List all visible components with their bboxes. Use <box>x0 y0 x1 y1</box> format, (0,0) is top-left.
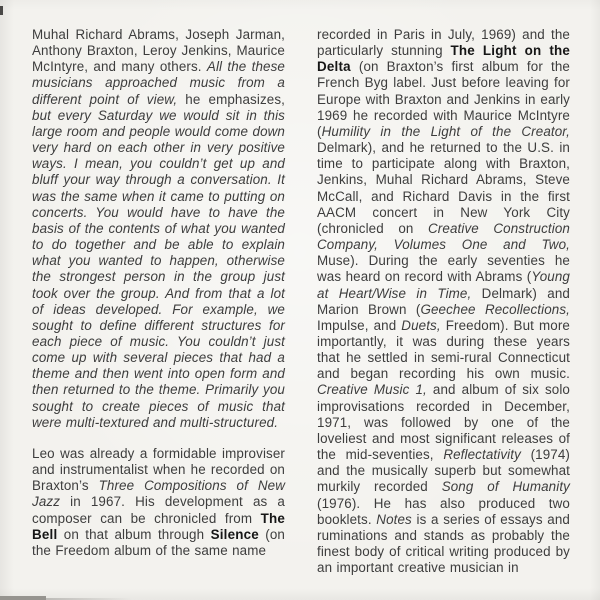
italic-text-run: Humility in the Light of the Creator, <box>321 123 570 139</box>
italic-text-run: but every Saturday we would sit in this large room and people would come down very hard on each other in very positive ways. I mean, you couldn’t get up and bluff your way through a conversation. It was the same when it came to putting on concerts. You would have to have the basis of the contents of what you wanted to do together and be able to explain what you wanted to happen, otherwise the strongest person in the group just took over the group. And from that a lot of ideas developed. For example, we sought to define different structures for each piece of music. You couldn’t just come up with several pieces that had a theme and then went into open form and then returned to the theme. Primarily you sought to create pieces of music that were multi-textured and multi-structured. <box>32 107 285 430</box>
text-run: (on the Freedom album of the same name <box>32 526 285 558</box>
text-run: (1974) and the musically superb but somewhat murkily recorded <box>317 447 570 495</box>
bold-title-run: The Light on the Delta <box>317 43 570 75</box>
text-run: he emphasizes, <box>177 91 285 107</box>
text-run: Delmark), and he returned to the U.S. in time to participate along with Braxton, Jenkins, Muhal Richard Abrams, Steve McCall, and Richard Davis in the first AACM concert in New York City (chronicled on <box>317 140 570 236</box>
italic-text-run: Creative Construction Company, Volumes One and Two, <box>317 220 570 253</box>
text-run: recorded in Paris in July, 1969) and the particularly stunning <box>317 27 570 59</box>
text-run: (1976). He has also produced two booklets. <box>317 495 570 527</box>
text-run: in 1967. His development as a composer can be chronicled from <box>32 494 285 526</box>
text-run: Muhal Richard Abrams, Joseph Jarman, Anthony Braxton, Leroy Jenkins, Maurice McIntyre, and many others. <box>32 27 285 75</box>
bold-title-run: The Bell <box>32 510 285 542</box>
italic-text-run: Creative Music 1, <box>317 382 427 398</box>
bold-title-run: Silence <box>210 526 259 542</box>
italic-text-run: Three Compositions of New Jazz <box>32 478 286 510</box>
text-run: on that album through <box>57 526 211 542</box>
text-run: Muse). During the early seventies he was heard on record with Abrams ( <box>317 253 570 285</box>
italic-text-run: Duets, <box>401 317 441 333</box>
italic-text-run: Young at Heart/Wise in Time, <box>317 269 570 301</box>
text-run: (on Braxton’s first album for the French Byg label. Just before leaving for Europe with Braxton and Jenkins in early 1969 he recorded with Maurice McIntyre ( <box>317 59 570 139</box>
text-run: and album of six solo improvisations recorded in December, 1971, was followed by one of the loveliest and most significant releases of the mid-seventies, <box>317 382 570 463</box>
scan-artifact-bottom-bar <box>0 596 46 600</box>
italic-text-run: Reflectativity <box>443 447 521 463</box>
italic-text-run: All the these musicians approached music from a different point of view, <box>32 59 285 107</box>
paragraph <box>317 27 570 576</box>
right-text-column <box>317 27 570 576</box>
italic-text-run: Geechee Recollections, <box>420 301 570 317</box>
text-columns <box>32 27 570 576</box>
paragraph <box>32 446 285 559</box>
text-run: Impulse, and <box>317 317 402 333</box>
paragraph <box>32 27 285 431</box>
italic-text-run: Notes <box>376 511 412 527</box>
text-run: Leo was already a formidable improviser and instrumentalist when he recorded on Braxton’s <box>32 445 285 494</box>
italic-text-run: Song of Humanity <box>441 479 570 495</box>
text-run: Delmark) and Marion Brown ( <box>317 285 570 317</box>
left-text-column <box>32 27 285 576</box>
text-run: Freedom). But more importantly, it was during these years that he settled in semi-rural Connecticut and began recording his own music. <box>317 317 571 382</box>
scan-artifact-top-left <box>0 6 3 15</box>
text-run: is a series of essays and ruminations and stands as probably the finest body of critical writing produced by an important creative musician in <box>317 511 571 576</box>
